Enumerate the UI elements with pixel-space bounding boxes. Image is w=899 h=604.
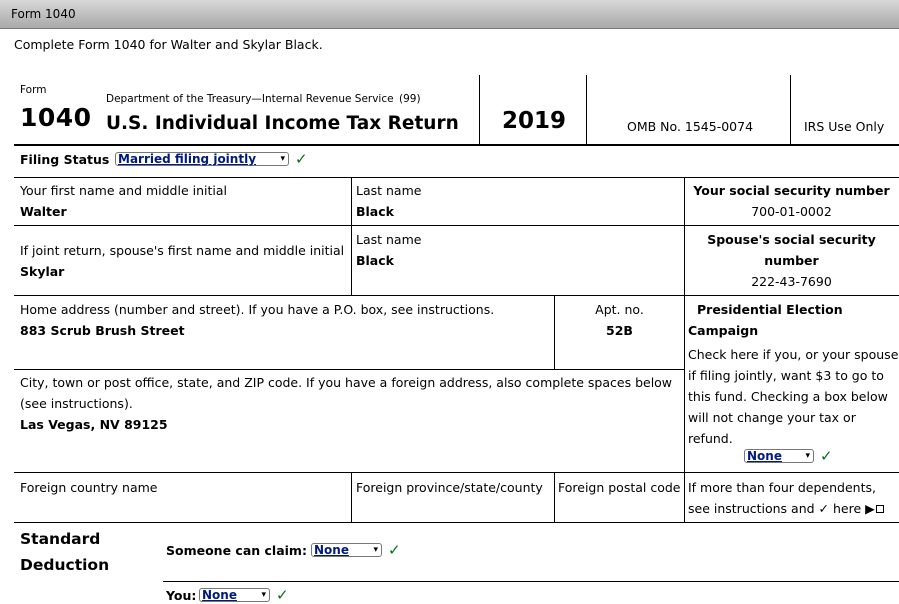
city-field[interactable]: Las Vegas, NV 89125 [20, 417, 168, 432]
city-label: City, town or post office, state, and ZIP code. If you have a foreign address, also complete spaces below [20, 375, 673, 390]
city-label-cont: (see instructions). [20, 396, 133, 411]
presidential-text-line: Check here if you, or your spouse [688, 347, 899, 362]
department-label: Department of the Treasury—Internal Revenue Service [106, 93, 394, 105]
header-divider [790, 75, 791, 144]
column-rule [351, 472, 352, 522]
row-rule [163, 581, 899, 582]
someone-can-claim-value: None [314, 543, 349, 557]
first-name-label: Your first name and middle initial [20, 183, 228, 198]
spouse-last-name-field[interactable]: Black [356, 253, 394, 268]
irs-use-only: IRS Use Only [804, 119, 885, 134]
chevron-down-icon: ▾ [261, 590, 266, 600]
last-name-label: Last name [356, 183, 422, 198]
check-icon: ✓ [295, 150, 308, 168]
presidential-text-line: will not change your tax or [688, 410, 856, 425]
you-select[interactable] [199, 588, 270, 602]
header-divider [586, 75, 587, 144]
you-label: You: [166, 588, 197, 603]
spouse-first-name-field[interactable]: Skylar [20, 264, 65, 279]
form-number: 1040 [20, 103, 92, 132]
presidential-text-line: this fund. Checking a box below [688, 389, 888, 404]
presidential-title: Presidential Election [697, 302, 843, 317]
row-rule [14, 295, 899, 296]
window-title: Form 1040 [11, 7, 76, 21]
someone-can-claim-label: Someone can claim: [166, 543, 307, 558]
header-rule [14, 144, 899, 146]
row-rule [14, 472, 899, 473]
row-rule [14, 369, 684, 370]
presidential-select[interactable] [744, 449, 814, 463]
dependents-note-cont: see instructions and ✓ here ▶ [688, 501, 875, 516]
filing-status-select[interactable] [115, 152, 289, 166]
someone-can-claim-select[interactable] [311, 543, 382, 557]
presidential-text-line: if filing jointly, want $3 to go to [688, 368, 884, 383]
column-rule [351, 177, 352, 295]
standard-deduction-title: Standard [20, 530, 101, 548]
spouse-first-name-label: If joint return, spouse's first name and middle initial [20, 243, 345, 258]
apt-field[interactable]: 52B [606, 323, 633, 338]
apt-label: Apt. no. [595, 302, 644, 317]
ssn-label: Your social security number [693, 183, 890, 198]
foreign-postal-label: Foreign postal code [558, 480, 681, 495]
you-value: None [202, 588, 237, 602]
task-instruction: Complete Form 1040 for Walter and Skylar Black. [14, 37, 323, 52]
last-name-field[interactable]: Black [356, 204, 394, 219]
presidential-value: None [747, 449, 782, 463]
check-icon: ✓ [388, 541, 401, 559]
header-divider [479, 75, 480, 144]
filing-status-label: Filing Status [20, 152, 110, 167]
window-titlebar [0, 0, 899, 29]
dependents-note: If more than four dependents, [688, 480, 876, 495]
home-address-field[interactable]: 883 Scrub Brush Street [20, 323, 185, 338]
check-icon: ✓ [276, 586, 289, 604]
column-rule [554, 472, 555, 522]
presidential-title-cont: Campaign [688, 323, 759, 338]
presidential-text-line: refund. [688, 431, 733, 446]
filing-status-value: Married filing jointly [118, 152, 257, 166]
spouse-ssn-label: Spouse's social security [707, 232, 876, 247]
check-icon: ✓ [820, 447, 833, 465]
standard-deduction-title-cont: Deduction [20, 556, 110, 574]
first-name-field[interactable]: Walter [20, 204, 67, 219]
spouse-ssn-field[interactable]: 222-43-7690 [751, 274, 832, 289]
omb-number: OMB No. 1545-0074 [627, 119, 754, 134]
form-title: U.S. Individual Income Tax Return [106, 113, 459, 134]
column-rule [684, 177, 685, 522]
presidential-text [688, 344, 898, 449]
row-rule [14, 225, 899, 226]
spouse-last-name-label: Last name [356, 232, 422, 247]
row-rule [14, 522, 899, 523]
ssn-field[interactable]: 700-01-0002 [751, 204, 832, 219]
form-code: (99) [399, 93, 421, 105]
form-label: Form [20, 84, 47, 96]
tax-year: 2019 [502, 108, 567, 134]
chevron-down-icon: ▾ [373, 545, 378, 555]
spouse-ssn-label-cont: number [764, 253, 819, 268]
foreign-province-label: Foreign province/state/county [356, 480, 543, 495]
chevron-down-icon: ▾ [280, 154, 285, 164]
dependents-checkbox[interactable] [876, 505, 884, 513]
chevron-down-icon: ▾ [805, 451, 810, 461]
home-address-label: Home address (number and street). If you have a P.O. box, see instructions. [20, 302, 495, 317]
row-rule [14, 177, 899, 178]
foreign-country-label: Foreign country name [20, 480, 158, 495]
